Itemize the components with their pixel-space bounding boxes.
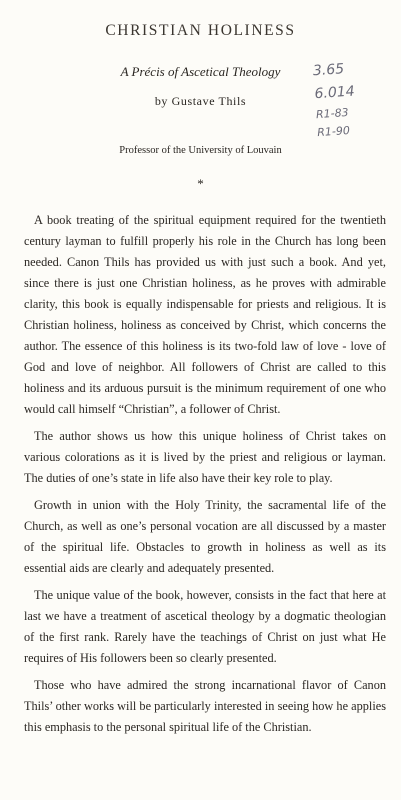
- handwritten-note: 6.014: [314, 83, 356, 103]
- body-paragraph: The author shows us how this unique holiness of Christ takes on various colorations as it is lived by the priest and religious or layman. The duties of one’s state in life also have their key role to play.: [24, 429, 386, 485]
- author-line: by Gustave Thils: [154, 94, 247, 108]
- body-paragraph: Growth in union with the Holy Trinity, the sacramental life of the Church, as well as one’s personal vocation are all discussed by a master of the spiritual life. Obstacles to growth in holiness as well as its essential aids are clearly and adequately presented.: [24, 498, 386, 575]
- author-affiliation: Professor of the University of Louvain: [119, 145, 282, 156]
- handwritten-annotations: [312, 56, 382, 142]
- body-paragraph: The unique value of the book, however, consists in the fact that here at last we have a treatment of ascetical theology by a dogmatic theologian of the first rank. Rarely have the teachings of Christ on just what He requires of His followers been so clearly presented.: [24, 588, 386, 665]
- body-paragraph: Those who have admired the strong incarnational flavor of Canon Thils’ other works will be particularly interested in seeing how he applies this emphasis to the personal spiritual life of the Christian.: [24, 678, 386, 734]
- section-ornament: *: [197, 176, 204, 191]
- handwritten-note: R1-83: [315, 105, 350, 122]
- description-body: [24, 210, 386, 744]
- handwritten-note: R1-90: [316, 123, 351, 140]
- handwritten-note: 3.65: [312, 61, 345, 80]
- body-paragraph: A book treating of the spiritual equipment required for the twentieth century layman to fulfill properly his role in the Church has long been needed. Canon Thils has provided us with just such a book. And yet, since there is just one Christian holiness, as he proves with admirable clarity, this book is equally indispensable for priests and religious. It is Christian holiness, holiness as conceived by Christ, which concerns the author. The essence of this holiness is its two-fold law of love - love of God and love of neighbor. All followers of Christ are called to this holiness and its arduous pursuit is the minimum requirement of one who would call himself “Christian”, a follower of Christ.: [24, 213, 386, 416]
- book-subtitle: A Précis of Ascetical Theology: [120, 64, 281, 79]
- book-title: CHRISTIAN HOLINESS: [105, 22, 296, 39]
